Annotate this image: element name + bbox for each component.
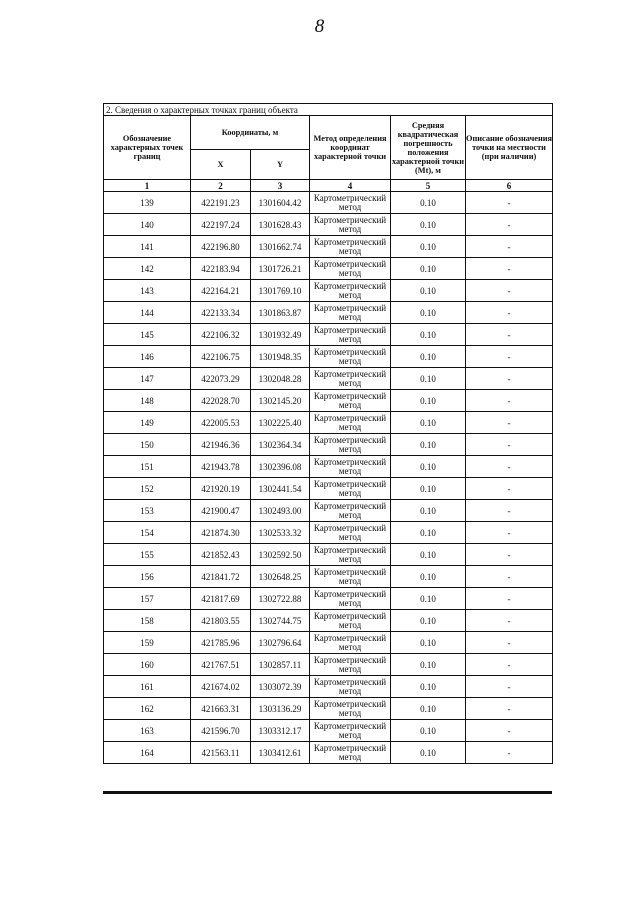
cell-description: -	[466, 390, 553, 412]
cell-error: 0.10	[391, 302, 466, 324]
column-number: 4	[310, 180, 391, 192]
cell-description: -	[466, 346, 553, 368]
cell-x-coordinate: 422196.80	[191, 236, 251, 258]
cell-description: -	[466, 566, 553, 588]
cell-description: -	[466, 368, 553, 390]
header-y: Y	[251, 150, 310, 180]
cell-y-coordinate: 1303312.17	[251, 720, 310, 742]
cell-x-coordinate: 421785.96	[191, 632, 251, 654]
cell-method: Картометрический метод	[310, 368, 391, 390]
cell-y-coordinate: 1302441.54	[251, 478, 310, 500]
table-row	[104, 500, 553, 522]
table-row	[104, 412, 553, 434]
cell-method: Картометрический метод	[310, 698, 391, 720]
cell-x-coordinate: 422133.34	[191, 302, 251, 324]
cell-description: -	[466, 434, 553, 456]
cell-y-coordinate: 1301662.74	[251, 236, 310, 258]
header-coordinates: Координаты, м	[191, 116, 310, 150]
header-method: Метод определения координат характерной точки	[310, 116, 391, 180]
page-number: 8	[314, 16, 325, 37]
table-row	[104, 522, 553, 544]
cell-x-coordinate: 421674.02	[191, 676, 251, 698]
cell-description: -	[466, 610, 553, 632]
table-row	[104, 236, 553, 258]
cell-x-coordinate: 422005.53	[191, 412, 251, 434]
cell-y-coordinate: 1302493.00	[251, 500, 310, 522]
cell-x-coordinate: 421841.72	[191, 566, 251, 588]
column-number: 6	[466, 180, 553, 192]
cell-point-number: 158	[104, 610, 191, 632]
cell-y-coordinate: 1302648.25	[251, 566, 310, 588]
cell-description: -	[466, 258, 553, 280]
cell-method: Картометрический метод	[310, 456, 391, 478]
cell-description: -	[466, 698, 553, 720]
cell-description: -	[466, 192, 553, 214]
cell-description: -	[466, 324, 553, 346]
table-row	[104, 390, 553, 412]
cell-x-coordinate: 422073.29	[191, 368, 251, 390]
cell-error: 0.10	[391, 742, 466, 764]
cell-description: -	[466, 742, 553, 764]
cell-y-coordinate: 1302796.64	[251, 632, 310, 654]
table-row	[104, 478, 553, 500]
cell-x-coordinate: 422028.70	[191, 390, 251, 412]
cell-point-number: 161	[104, 676, 191, 698]
table-row	[104, 588, 553, 610]
cell-x-coordinate: 421803.55	[191, 610, 251, 632]
cell-y-coordinate: 1302592.50	[251, 544, 310, 566]
table-row	[104, 456, 553, 478]
cell-method: Картометрический метод	[310, 390, 391, 412]
cell-point-number: 151	[104, 456, 191, 478]
cell-x-coordinate: 422183.94	[191, 258, 251, 280]
column-number: 1	[104, 180, 191, 192]
cell-y-coordinate: 1301863.87	[251, 302, 310, 324]
cell-error: 0.10	[391, 676, 466, 698]
cell-method: Картометрический метод	[310, 434, 391, 456]
cell-point-number: 157	[104, 588, 191, 610]
table-row	[104, 654, 553, 676]
cell-point-number: 149	[104, 412, 191, 434]
column-number-row	[104, 180, 553, 192]
cell-error: 0.10	[391, 434, 466, 456]
cell-error: 0.10	[391, 456, 466, 478]
cell-y-coordinate: 1302145.20	[251, 390, 310, 412]
header-designation: Обозначение характерных точек границ	[104, 116, 191, 180]
cell-point-number: 154	[104, 522, 191, 544]
table-body	[104, 192, 553, 764]
cell-point-number: 143	[104, 280, 191, 302]
cell-error: 0.10	[391, 566, 466, 588]
cell-description: -	[466, 544, 553, 566]
table-row	[104, 610, 553, 632]
cell-error: 0.10	[391, 698, 466, 720]
cell-method: Картометрический метод	[310, 522, 391, 544]
cell-description: -	[466, 214, 553, 236]
cell-point-number: 146	[104, 346, 191, 368]
cell-y-coordinate: 1301932.49	[251, 324, 310, 346]
cell-point-number: 148	[104, 390, 191, 412]
cell-error: 0.10	[391, 390, 466, 412]
header-description: Описание обозначения точки на местности (при наличии)	[466, 116, 553, 180]
bottom-divider	[103, 791, 552, 794]
table-row	[104, 632, 553, 654]
table-row	[104, 368, 553, 390]
cell-error: 0.10	[391, 544, 466, 566]
cell-x-coordinate: 421817.69	[191, 588, 251, 610]
table-row	[104, 742, 553, 764]
cell-description: -	[466, 280, 553, 302]
table-row	[104, 280, 553, 302]
cell-y-coordinate: 1302857.11	[251, 654, 310, 676]
cell-description: -	[466, 632, 553, 654]
cell-point-number: 162	[104, 698, 191, 720]
column-number: 2	[191, 180, 251, 192]
cell-y-coordinate: 1303136.29	[251, 698, 310, 720]
cell-y-coordinate: 1301769.10	[251, 280, 310, 302]
cell-y-coordinate: 1301948.35	[251, 346, 310, 368]
cell-description: -	[466, 720, 553, 742]
table-row	[104, 324, 553, 346]
cell-y-coordinate: 1302048.28	[251, 368, 310, 390]
cell-method: Картометрический метод	[310, 280, 391, 302]
cell-error: 0.10	[391, 346, 466, 368]
cell-error: 0.10	[391, 368, 466, 390]
cell-point-number: 150	[104, 434, 191, 456]
cell-x-coordinate: 421900.47	[191, 500, 251, 522]
cell-error: 0.10	[391, 610, 466, 632]
cell-point-number: 139	[104, 192, 191, 214]
cell-method: Картометрический метод	[310, 654, 391, 676]
table-row	[104, 192, 553, 214]
cell-error: 0.10	[391, 500, 466, 522]
cell-description: -	[466, 654, 553, 676]
cell-error: 0.10	[391, 632, 466, 654]
cell-error: 0.10	[391, 280, 466, 302]
cell-point-number: 144	[104, 302, 191, 324]
cell-error: 0.10	[391, 214, 466, 236]
cell-error: 0.10	[391, 478, 466, 500]
cell-method: Картометрический метод	[310, 346, 391, 368]
table-row	[104, 544, 553, 566]
cell-description: -	[466, 676, 553, 698]
cell-description: -	[466, 478, 553, 500]
cell-error: 0.10	[391, 236, 466, 258]
cell-point-number: 152	[104, 478, 191, 500]
cell-x-coordinate: 421946.36	[191, 434, 251, 456]
cell-description: -	[466, 236, 553, 258]
cell-point-number: 164	[104, 742, 191, 764]
cell-point-number: 147	[104, 368, 191, 390]
column-number: 5	[391, 180, 466, 192]
cell-method: Картометрический метод	[310, 742, 391, 764]
cell-method: Картометрический метод	[310, 412, 391, 434]
cell-x-coordinate: 422191.23	[191, 192, 251, 214]
table-row	[104, 720, 553, 742]
table-row	[104, 258, 553, 280]
cell-y-coordinate: 1302364.34	[251, 434, 310, 456]
table-row	[104, 302, 553, 324]
cell-x-coordinate: 421767.51	[191, 654, 251, 676]
cell-error: 0.10	[391, 588, 466, 610]
column-number: 3	[251, 180, 310, 192]
cell-y-coordinate: 1303412.61	[251, 742, 310, 764]
cell-method: Картометрический метод	[310, 258, 391, 280]
cell-error: 0.10	[391, 720, 466, 742]
cell-error: 0.10	[391, 324, 466, 346]
cell-method: Картометрический метод	[310, 720, 391, 742]
header-x: X	[191, 150, 251, 180]
cell-method: Картометрический метод	[310, 544, 391, 566]
cell-y-coordinate: 1302396.08	[251, 456, 310, 478]
table-row	[104, 434, 553, 456]
cell-method: Картометрический метод	[310, 302, 391, 324]
cell-x-coordinate: 421852.43	[191, 544, 251, 566]
cell-point-number: 155	[104, 544, 191, 566]
cell-point-number: 156	[104, 566, 191, 588]
table-row	[104, 566, 553, 588]
cell-point-number: 145	[104, 324, 191, 346]
cell-method: Картометрический метод	[310, 236, 391, 258]
cell-error: 0.10	[391, 654, 466, 676]
cell-method: Картометрический метод	[310, 566, 391, 588]
cell-y-coordinate: 1303072.39	[251, 676, 310, 698]
cell-x-coordinate: 421874.30	[191, 522, 251, 544]
table-row	[104, 214, 553, 236]
cell-point-number: 153	[104, 500, 191, 522]
cell-description: -	[466, 302, 553, 324]
cell-x-coordinate: 421596.70	[191, 720, 251, 742]
cell-y-coordinate: 1301628.43	[251, 214, 310, 236]
cell-x-coordinate: 422106.32	[191, 324, 251, 346]
cell-point-number: 163	[104, 720, 191, 742]
cell-description: -	[466, 456, 553, 478]
boundary-points-table	[103, 103, 553, 764]
cell-y-coordinate: 1302225.40	[251, 412, 310, 434]
cell-x-coordinate: 421563.11	[191, 742, 251, 764]
cell-point-number: 160	[104, 654, 191, 676]
cell-y-coordinate: 1302744.75	[251, 610, 310, 632]
cell-error: 0.10	[391, 258, 466, 280]
cell-method: Картометрический метод	[310, 588, 391, 610]
cell-method: Картометрический метод	[310, 610, 391, 632]
cell-error: 0.10	[391, 192, 466, 214]
cell-method: Картометрический метод	[310, 324, 391, 346]
cell-point-number: 141	[104, 236, 191, 258]
table-row	[104, 346, 553, 368]
cell-error: 0.10	[391, 412, 466, 434]
cell-method: Картометрический метод	[310, 676, 391, 698]
cell-point-number: 142	[104, 258, 191, 280]
cell-y-coordinate: 1302722.88	[251, 588, 310, 610]
cell-error: 0.10	[391, 522, 466, 544]
cell-description: -	[466, 588, 553, 610]
cell-method: Картометрический метод	[310, 214, 391, 236]
cell-x-coordinate: 422106.75	[191, 346, 251, 368]
cell-x-coordinate: 421663.31	[191, 698, 251, 720]
cell-x-coordinate: 421920.19	[191, 478, 251, 500]
cell-point-number: 140	[104, 214, 191, 236]
cell-x-coordinate: 422197.24	[191, 214, 251, 236]
cell-method: Картометрический метод	[310, 632, 391, 654]
cell-method: Картометрический метод	[310, 500, 391, 522]
table-row	[104, 676, 553, 698]
section-title: 2. Сведения о характерных точках границ объекта	[104, 104, 553, 116]
cell-y-coordinate: 1302533.32	[251, 522, 310, 544]
cell-x-coordinate: 421943.78	[191, 456, 251, 478]
cell-description: -	[466, 500, 553, 522]
header-error: Средняя квадратическая погрешность положения характерной точки (Mt), м	[391, 116, 466, 180]
cell-x-coordinate: 422164.21	[191, 280, 251, 302]
cell-description: -	[466, 522, 553, 544]
cell-method: Картометрический метод	[310, 478, 391, 500]
table-row	[104, 698, 553, 720]
cell-point-number: 159	[104, 632, 191, 654]
cell-y-coordinate: 1301726.21	[251, 258, 310, 280]
cell-y-coordinate: 1301604.42	[251, 192, 310, 214]
cell-method: Картометрический метод	[310, 192, 391, 214]
cell-description: -	[466, 412, 553, 434]
